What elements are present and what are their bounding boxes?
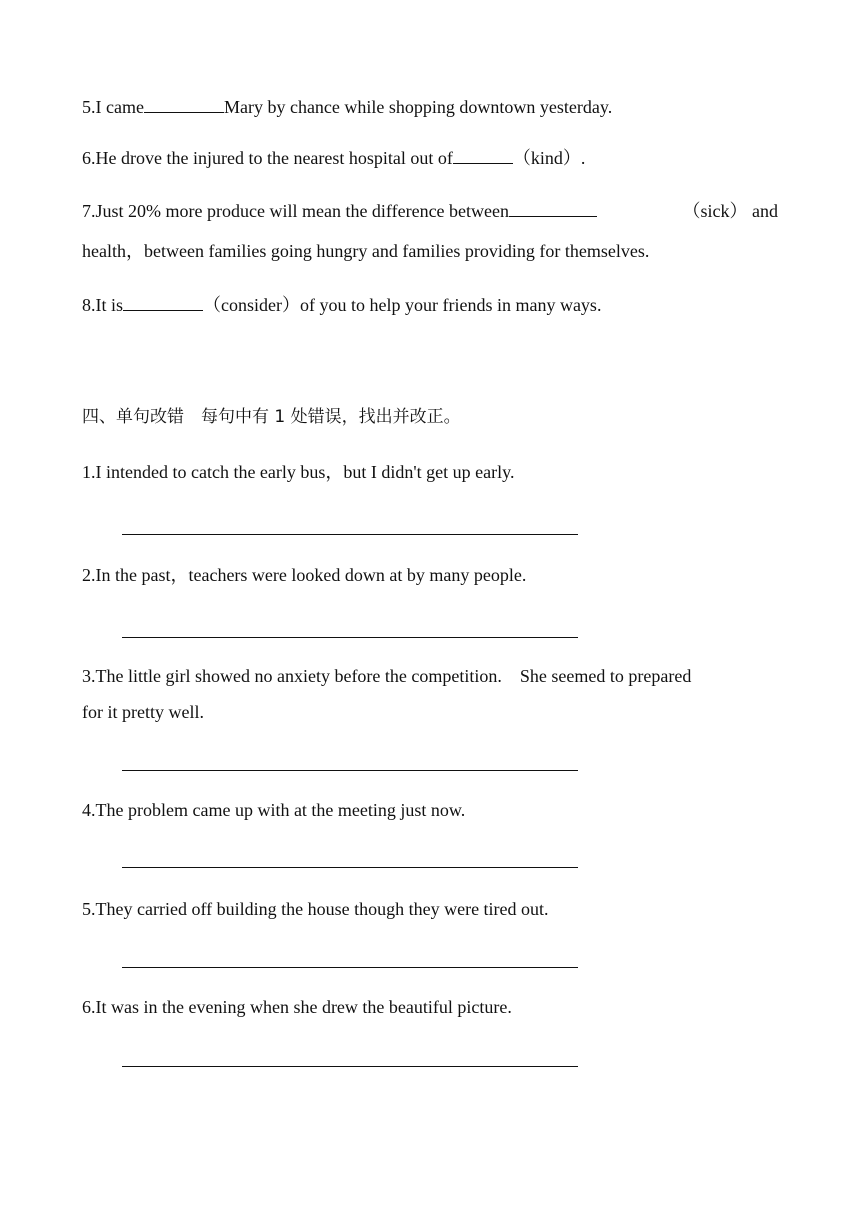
question-7-text: 7.Just 20% more produce will mean the difference between xyxy=(82,201,510,221)
question-8-text-end: （consider）of you to help your friends in many ways. xyxy=(203,295,602,315)
question-8 xyxy=(82,294,778,316)
question-7-part1 xyxy=(82,200,597,222)
correction-item-4: 4.The problem came up with at the meeting just now. xyxy=(82,800,466,820)
answer-line-6[interactable] xyxy=(122,1066,578,1067)
answer-line-4[interactable] xyxy=(122,867,578,868)
correction-item-3-text: 3.The little girl showed no anxiety before the competition. She seemed to prepared xyxy=(82,666,692,686)
question-6-text: 6.He drove the injured to the nearest hospital out of xyxy=(82,148,453,168)
correction-item-1: 1.I intended to catch the early bus，but I didn't get up early. xyxy=(82,462,515,482)
fill-blank[interactable] xyxy=(453,147,513,164)
fill-blank[interactable] xyxy=(144,96,224,113)
question-8-text: 8.It is xyxy=(82,295,124,315)
correction-item-2: 2.In the past，teachers were looked down at by many people. xyxy=(82,565,527,585)
question-6 xyxy=(82,147,778,169)
question-7-hint: （sick） and xyxy=(682,201,778,221)
answer-line-3[interactable] xyxy=(122,770,578,771)
correction-item-3 xyxy=(82,665,778,687)
question-5-text: 5.I came xyxy=(82,97,144,117)
question-6-text-end: （kind）. xyxy=(512,148,586,168)
correction-item-6: 6.It was in the evening when she drew the beautiful picture. xyxy=(82,997,512,1017)
question-5 xyxy=(82,96,778,118)
answer-line-5[interactable] xyxy=(122,967,578,968)
section-heading: 四、单句改错 每句中有 1 处错误，找出并改正。 xyxy=(82,407,461,427)
correction-item-5: 5.They carried off building the house though they were tired out. xyxy=(82,899,549,919)
question-7-line2 xyxy=(82,240,778,262)
question-5-text-end: Mary by chance while shopping downtown yesterday. xyxy=(223,97,613,117)
fill-blank[interactable] xyxy=(509,200,597,217)
question-7-text-cont: health，between families going hungry and families providing for themselves. xyxy=(82,241,650,261)
question-7 xyxy=(82,200,778,222)
answer-line-1[interactable] xyxy=(122,534,578,535)
correction-item-3-line2: for it pretty well. xyxy=(82,702,204,722)
fill-blank[interactable] xyxy=(123,294,203,311)
answer-line-2[interactable] xyxy=(122,637,578,638)
